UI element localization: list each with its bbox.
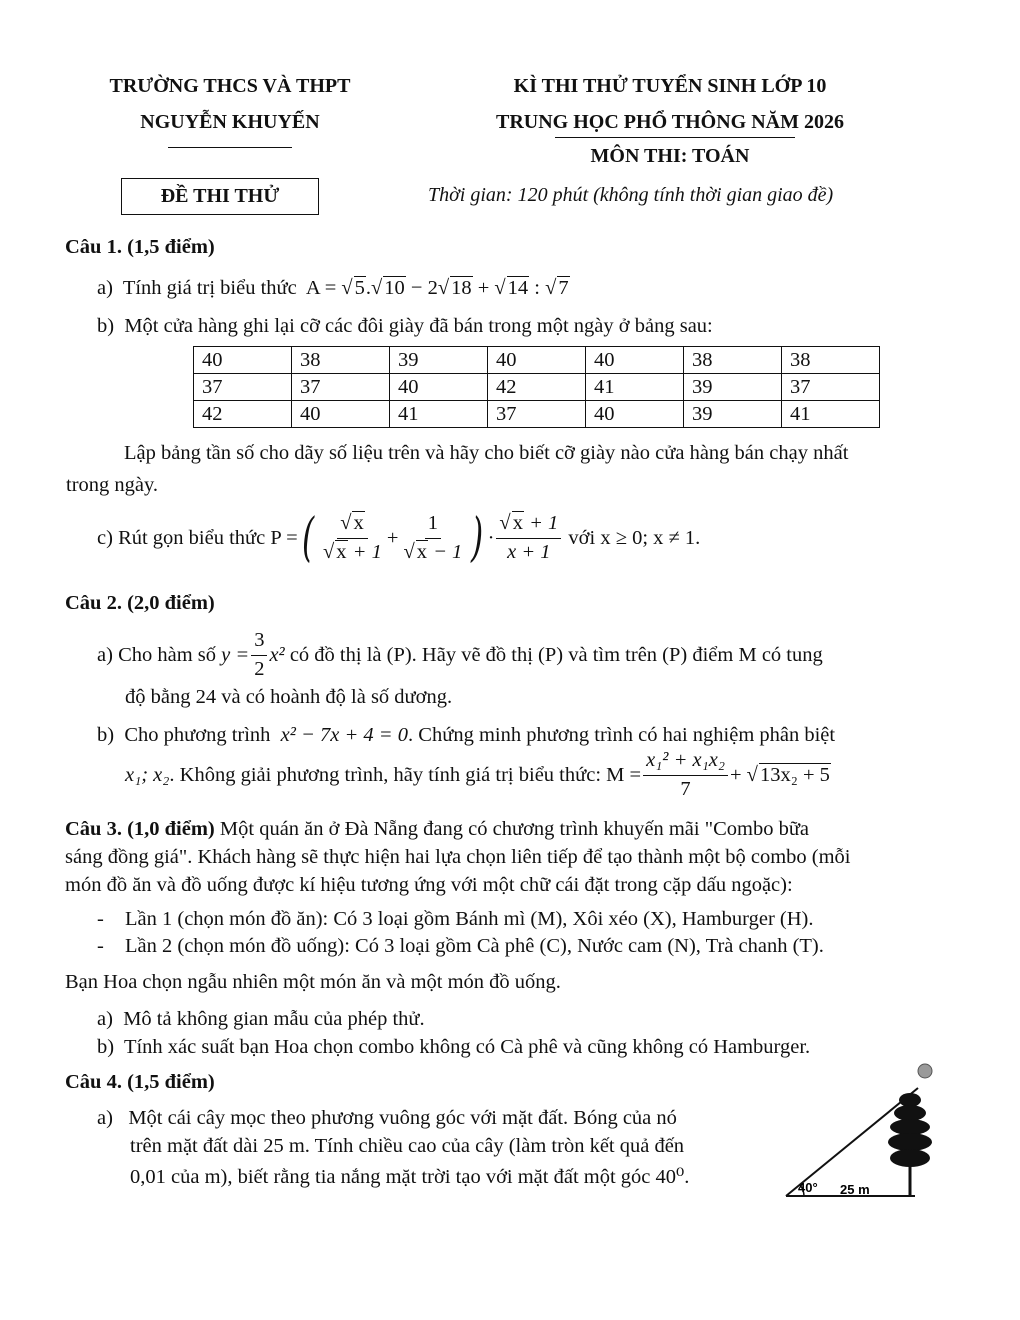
q1b-line — [97, 315, 713, 338]
q4a-line3: 0,01 của m), biết rằng tia nắng mặt trời tạo với mặt đất một góc 40⁰. — [130, 1166, 690, 1188]
q1c-condition: với x ≥ 0; x ≠ 1. — [568, 526, 701, 549]
school-name-line1: TRƯỜNG THCS VÀ THPT — [109, 75, 351, 97]
q1a-expression: A = √5.√10 − 2√18 + √14 : √7 — [305, 277, 569, 299]
table-cell: 37 — [488, 401, 586, 428]
exam-type-box: ĐỀ THI THỬ — [121, 178, 319, 215]
tree-shadow-figure — [770, 1058, 950, 1208]
q3-title: Câu 3. (1,0 điểm) — [65, 818, 215, 840]
q1-title: Câu 1. (1,5 điểm) — [65, 236, 215, 258]
q3b-text: Tính xác suất bạn Hoa chọn combo không có Cà phê và cũng không có Hamburger. — [123, 1036, 811, 1058]
q4a-text1: Một cái cây mọc theo phương vuông góc với mặt đất. Bóng của nó — [128, 1107, 677, 1129]
bullet-dash: - — [97, 935, 104, 957]
table-cell: 41 — [390, 401, 488, 428]
table-cell: 40 — [586, 347, 684, 374]
q3-intro-line3: món đồ ăn và đồ uống được kí hiệu tương ứng với một chữ cái đặt trong cặp dấu ngoặc): — [65, 874, 793, 896]
q1c-label: c) — [97, 526, 113, 549]
q3b-line — [97, 1036, 810, 1059]
table-cell: 42 — [194, 401, 292, 428]
q1a-label: a) — [97, 277, 113, 299]
q3-line4: Bạn Hoa chọn ngẫu nhiên một món ăn và một món đồ uống. — [65, 971, 561, 993]
length-label: 25 m — [840, 1182, 870, 1197]
exam-time-note: Thời gian: 120 phút (không tính thời gian giao đề) — [428, 184, 834, 206]
table-cell: 40 — [390, 374, 488, 401]
q1b-after-line2: trong ngày. — [66, 474, 159, 496]
table-cell: 37 — [782, 374, 880, 401]
q2b-text2: . Chứng minh phương trình có hai nghiệm phân biệt — [408, 724, 836, 746]
header-divider — [168, 147, 292, 148]
table-cell: 37 — [292, 374, 390, 401]
q1c-line — [97, 506, 700, 570]
table-cell: 39 — [684, 401, 782, 428]
q2a-label: a) — [97, 643, 113, 666]
table-cell: 38 — [684, 347, 782, 374]
table-cell: 39 — [684, 374, 782, 401]
q1c-expression: P = ( $\frac{√x}{√x + 1}$ + $\frac{1}{√x - 1}$ ) · $\frac{√x + 1}{x + 1}$ — [270, 512, 563, 564]
table-cell: 40 — [586, 401, 684, 428]
q3b-label: b) — [97, 1036, 115, 1058]
q1c-text: Rút gọn biểu thức — [118, 526, 266, 549]
table-cell: 40 — [292, 401, 390, 428]
q2b-equation: x² − 7x + 4 = 0 — [280, 724, 409, 746]
q3-intro-line2: sáng đồng giá". Khách hàng sẽ thực hiện hai lựa chọn liên tiếp để tạo thành một bộ combo (mỗi — [65, 846, 851, 868]
q2b-text3: . Không giải phương trình, hãy tính giá trị biểu thức: — [169, 763, 602, 786]
table-row — [194, 401, 880, 428]
table-cell: 41 — [586, 374, 684, 401]
subject-underline — [555, 137, 795, 138]
tree-icon — [888, 1093, 932, 1167]
q2b-line2 — [125, 748, 831, 802]
table-cell: 40 — [194, 347, 292, 374]
sun-icon — [918, 1064, 932, 1078]
exam-title-line2: TRUNG HỌC PHỔ THÔNG NĂM 2026 — [496, 111, 844, 133]
q1b-label: b) — [97, 315, 115, 337]
table-cell: 40 — [488, 347, 586, 374]
q3a-label: a) — [97, 1008, 113, 1030]
q2b-text1: Cho phương trình — [124, 724, 271, 746]
q3-bullet2 — [97, 935, 824, 958]
q1b-text: Một cửa hàng ghi lại cỡ các đôi giày đã bán trong một ngày ở bảng sau: — [124, 315, 713, 337]
q1b-after-line1: Lập bảng tần số cho dãy số liệu trên và hãy cho biết cỡ giày nào cửa hàng bán chạy nhất — [124, 442, 849, 464]
table-cell: 37 — [194, 374, 292, 401]
q2b-label: b) — [97, 724, 115, 746]
exam-subject: MÔN THI: TOÁN — [590, 145, 750, 167]
q3-bullet2-text: Lần 2 (chọn món đồ uống): Có 3 loại gồm Cà phê (C), Nước cam (N), Trà chanh (T). — [125, 935, 824, 957]
q3-bullet1-text: Lần 1 (chọn món đồ ăn): Có 3 loại gồm Bánh mì (M), Xôi xéo (X), Hamburger (H). — [125, 908, 814, 930]
table-cell: 41 — [782, 401, 880, 428]
q3-intro-line1 — [65, 818, 809, 841]
q2b-roots: x₁; x₂ — [125, 763, 170, 786]
bullet-dash: - — [97, 908, 104, 930]
shoe-size-table — [193, 346, 880, 428]
q4a-line2: trên mặt đất dài 25 m. Tính chiều cao của cây (làm tròn kết quả đến — [130, 1135, 685, 1157]
table-cell: 39 — [390, 347, 488, 374]
table-row — [194, 374, 880, 401]
q3-intro1: Một quán ăn ở Đà Nẵng đang có chương trình khuyến mãi "Combo bữa — [219, 818, 810, 840]
q3a-text: Mô tả không gian mẫu của phép thử. — [123, 1008, 425, 1030]
q3a-line — [97, 1008, 425, 1031]
exam-title-line1: KÌ THI THỬ TUYỂN SINH LỚP 10 — [513, 75, 827, 97]
q2-title: Câu 2. (2,0 điểm) — [65, 592, 215, 614]
q3-bullet1 — [97, 908, 814, 931]
angle-label: 40° — [798, 1180, 818, 1195]
table-row — [194, 347, 880, 374]
table-cell: 38 — [292, 347, 390, 374]
q2b-line1 — [97, 724, 835, 747]
q2a-function: y = $\frac{3}{2}$ x² — [221, 628, 285, 680]
q1a-line — [97, 277, 570, 300]
q2a-text1: Cho hàm số — [118, 643, 217, 666]
q4a-line1 — [97, 1107, 677, 1130]
q2b-expression: M = $\frac{\text{x₁² + x₁x₂}}{7}$ + √ 13x₂ + 5 — [606, 748, 830, 800]
q2a-line3: độ bằng 24 và có hoành độ là số dương. — [125, 686, 453, 708]
q4-title: Câu 4. (1,5 điểm) — [65, 1071, 215, 1093]
q2a-text2: có đồ thị là (P). Hãy vẽ đồ thị (P) và tìm trên (P) điểm M có tung — [289, 643, 823, 666]
q2a-line1 — [97, 626, 823, 684]
table-cell: 42 — [488, 374, 586, 401]
school-name-line2: NGUYỄN KHUYẾN — [140, 111, 320, 133]
q4a-label: a) — [97, 1107, 113, 1129]
q1a-text: Tính giá trị biểu thức — [122, 277, 297, 299]
table-cell: 38 — [782, 347, 880, 374]
